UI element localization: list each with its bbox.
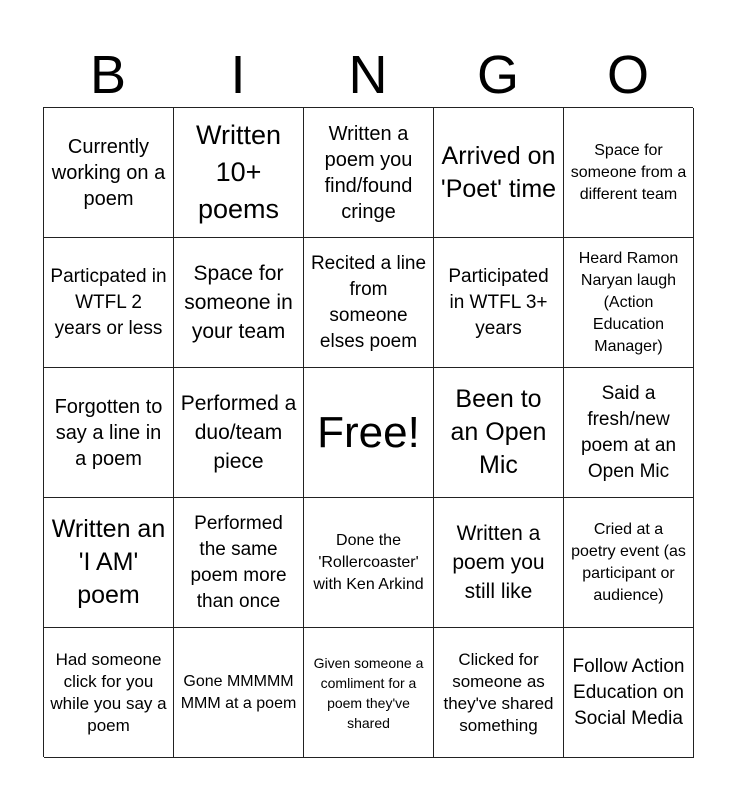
bingo-cell[interactable] <box>564 108 694 238</box>
cell-text: Said a fresh/new poem at an Open Mic <box>580 382 677 482</box>
cell-text: Written a poem you find/found cringe <box>324 122 413 223</box>
bingo-cell[interactable] <box>174 368 304 498</box>
header-letter-g: G <box>476 45 519 105</box>
bingo-cell[interactable] <box>44 368 174 498</box>
cell-text: Follow Action Education on Social Media <box>572 655 685 729</box>
cell-text: Arrived on 'Poet' time <box>440 141 557 203</box>
cell-text: Given someone a comliment for a poem they've shared <box>313 654 424 731</box>
bingo-cell[interactable] <box>434 108 564 238</box>
bingo-cell[interactable] <box>44 108 174 238</box>
cell-text: Cried at a poetry event (as participant or audience) <box>571 520 686 604</box>
free-space[interactable] <box>304 368 434 498</box>
bingo-cell[interactable] <box>304 498 434 628</box>
bingo-cell[interactable] <box>434 238 564 368</box>
bingo-header <box>43 40 693 110</box>
bingo-cell[interactable] <box>434 368 564 498</box>
header-letter-n: N <box>348 45 388 105</box>
bingo-cell[interactable] <box>304 628 434 758</box>
header-letter-o: O <box>606 45 649 105</box>
bingo-cell[interactable] <box>304 108 434 238</box>
bingo-cell[interactable] <box>44 238 174 368</box>
cell-text: Recited a line from someone elses poem <box>310 252 427 352</box>
bingo-cell[interactable] <box>564 368 694 498</box>
bingo-cell[interactable] <box>44 628 174 758</box>
cell-text: Written a poem you still like <box>452 522 545 603</box>
cell-text: Heard Ramon Naryan laugh (Action Education Manager) <box>578 249 679 355</box>
bingo-cell[interactable] <box>564 238 694 368</box>
cell-text: Performed the same poem more than once <box>190 512 287 612</box>
cell-text: Performed a duo/team piece <box>180 392 297 473</box>
cell-text: Space for someone in your team <box>184 262 293 343</box>
cell-text: Had someone click for you while you say a poem <box>50 649 167 735</box>
cell-text: Written an 'I AM' poem <box>51 515 166 609</box>
cell-text: Forgotten to say a line in a poem <box>54 395 163 470</box>
bingo-cell[interactable] <box>44 498 174 628</box>
cell-text: Particpated in WTFL 2 years or less <box>50 265 167 339</box>
bingo-cell[interactable] <box>304 238 434 368</box>
bingo-cell[interactable] <box>434 498 564 628</box>
cell-text: Space for someone from a different team <box>570 141 687 203</box>
bingo-cell[interactable] <box>564 628 694 758</box>
bingo-grid <box>43 107 693 757</box>
header-letter-b: B <box>89 45 127 105</box>
free-space-text: Free! <box>317 407 420 457</box>
bingo-cell[interactable] <box>434 628 564 758</box>
bingo-cell[interactable] <box>174 628 304 758</box>
cell-text: Currently working on a poem <box>51 135 166 210</box>
cell-text: Done the 'Rollercoaster' with Ken Arkind <box>313 531 424 593</box>
bingo-cell[interactable] <box>174 238 304 368</box>
bingo-cell[interactable] <box>564 498 694 628</box>
cell-text: Been to an Open Mic <box>450 385 547 479</box>
bingo-cell[interactable] <box>174 108 304 238</box>
bingo-cell[interactable] <box>174 498 304 628</box>
cell-text: Clicked for someone as they've shared something <box>443 649 554 735</box>
cell-text: Written 10+ poems <box>195 120 282 224</box>
cell-text: Participated in WTFL 3+ years <box>448 265 549 339</box>
header-letter-i: I <box>230 45 246 105</box>
cell-text: Gone MMMMMMMM at a poem <box>180 672 297 712</box>
